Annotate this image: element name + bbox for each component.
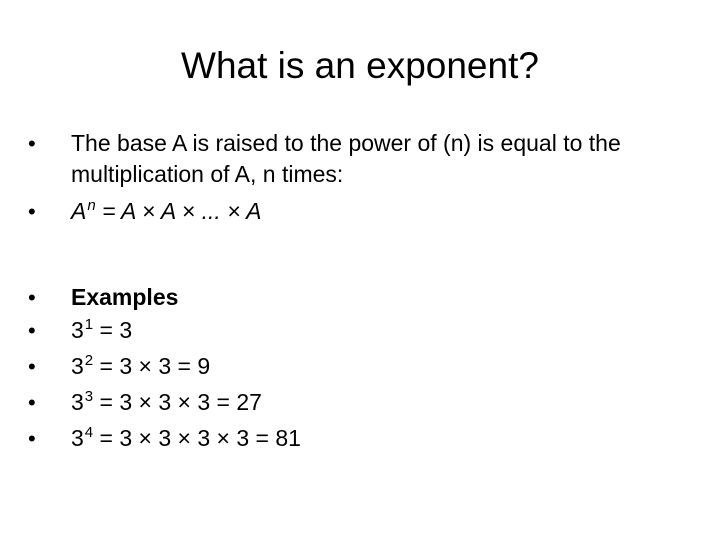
bullet-definition	[28, 128, 678, 190]
example-base: 3	[71, 425, 84, 451]
example-rhs: = 3 × 3 = 9	[99, 353, 211, 379]
example-rhs: = 3 × 3 × 3 = 27	[99, 389, 262, 415]
example-exponent: 2	[84, 352, 94, 369]
example-item	[28, 386, 678, 422]
example-base: 3	[71, 317, 84, 343]
bullet-examples-heading	[28, 281, 678, 314]
slide-title: What is an exponent?	[181, 45, 539, 86]
definition-text: The base A is raised to the power of (n) is equal to the multiplication of A, n times:	[71, 130, 621, 187]
example-item	[28, 314, 678, 350]
example-rhs: = 3	[99, 317, 133, 343]
formula-rhs: = A × A × ... × A	[102, 198, 262, 224]
bullet-dot: •	[28, 354, 36, 379]
bullet-dot: •	[28, 285, 36, 310]
bullet-dot: •	[28, 131, 36, 156]
bullet-formula	[28, 196, 678, 230]
examples-list	[28, 281, 678, 458]
examples-heading: Examples	[71, 284, 179, 310]
bullet-dot: •	[28, 390, 36, 415]
example-base: 3	[71, 389, 84, 415]
example-exponent: 4	[84, 424, 94, 441]
formula-exponent: n	[87, 197, 96, 214]
bullet-dot: •	[28, 318, 36, 343]
formula-base: A	[71, 198, 87, 224]
example-item	[28, 422, 678, 458]
example-base: 3	[71, 353, 84, 379]
bullet-dot: •	[28, 199, 36, 224]
bullet-dot: •	[28, 426, 36, 451]
example-exponent: 3	[84, 388, 94, 405]
bullet-list	[28, 128, 678, 236]
example-exponent: 1	[84, 316, 94, 333]
example-item	[28, 350, 678, 386]
example-rhs: = 3 × 3 × 3 × 3 = 81	[99, 425, 301, 451]
